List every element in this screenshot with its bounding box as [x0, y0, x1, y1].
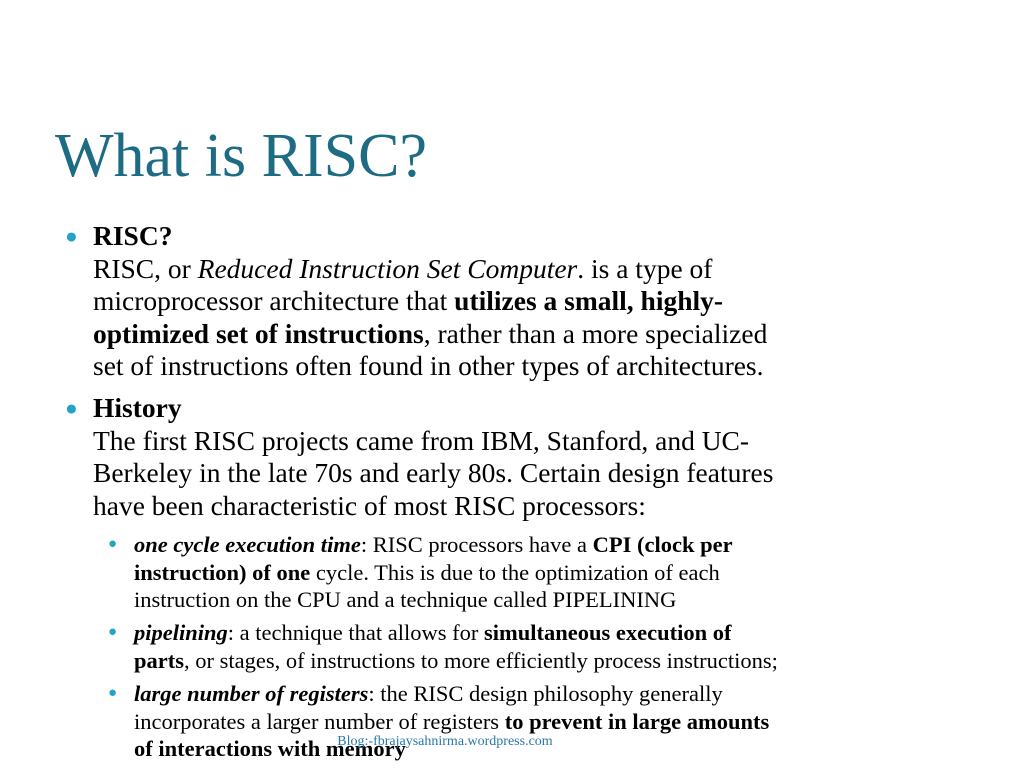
sub-bullet-text-line: incorporates a larger number of registers to prevent in large amounts [134, 708, 770, 734]
bullet-text-line: have been characteristic of most RISC processors: [93, 489, 646, 521]
bullet-text-line: RISC, or Reduced Instruction Set Computer. is a type of [93, 252, 713, 284]
sub-bullet-text-line: pipelining: a technique that allows for simultaneous execution of [134, 620, 732, 645]
sub-bullet-text-line: instruction on the CPU and a technique called PIPELINING [134, 587, 677, 612]
sub-bullet-dot-icon: ● [108, 685, 118, 701]
bullet-text-line: optimized set of instructions, rather than a more specialized [93, 317, 768, 349]
footer-blog-url: Blog:-fbrajaysahnirma.wordpress.com [337, 734, 553, 749]
sub-bullet-text-line: of interactions with memory [134, 736, 406, 761]
sub-bullet-one-cycle [108, 531, 964, 614]
sub-bullet-text-line: instruction) of one cycle. This is due to the optimization of each [134, 559, 720, 585]
bullet-heading: RISC? [93, 220, 173, 251]
sub-bullet-registers [108, 680, 964, 763]
bullet-risc [65, 220, 943, 383]
sub-bullet-text-line: parts, or stages, of instructions to more efficiently process instructions; [134, 647, 778, 673]
bullet-text-line: microprocessor architecture that utilizes a small, highly- [93, 285, 724, 316]
sub-bullet-pipelining [108, 619, 964, 674]
bullet-dot-icon: ● [65, 396, 78, 420]
sub-bullet-text-line: large number of registers: the RISC design philosophy generally [134, 681, 723, 706]
bullet-history [65, 392, 943, 522]
sub-bullet-dot-icon: ● [108, 624, 118, 640]
slide-title: What is RISC? [55, 122, 427, 190]
bullet-text-line: set of instructions often found in other types of architectures. [93, 350, 764, 381]
sub-bullet-text-line: one cycle execution time: RISC processors have a CPI (clock per [134, 532, 733, 557]
bullet-text-line: The first RISC projects came from IBM, Stanford, and UC- [93, 424, 750, 456]
bullet-heading: History [93, 392, 182, 423]
bullet-dot-icon: ● [65, 224, 78, 248]
bullet-text-line: Berkeley in the late 70s and early 80s. Certain design features [93, 457, 774, 488]
sub-bullet-dot-icon: ● [108, 536, 118, 552]
